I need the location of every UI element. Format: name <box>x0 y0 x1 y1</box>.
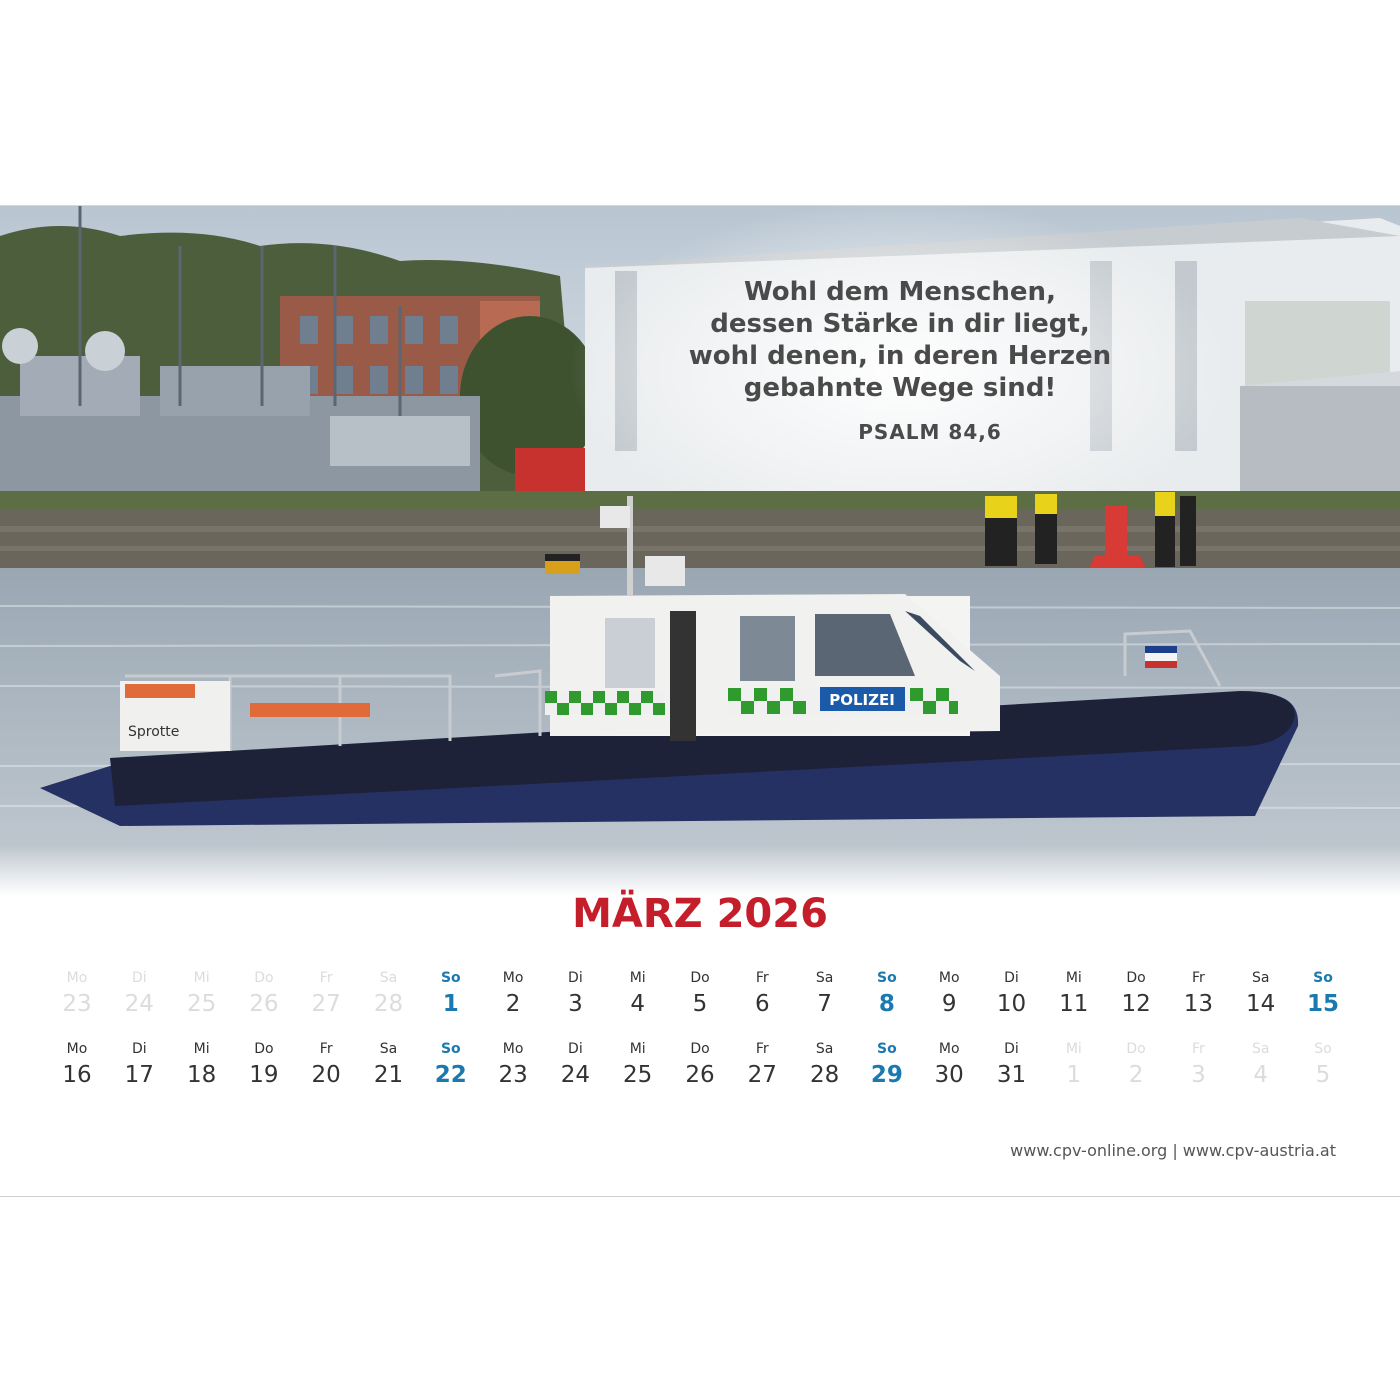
verse-line: Wohl dem Menschen, <box>744 277 1056 307</box>
weekday-label: Mi <box>629 1041 646 1057</box>
weekday-label: Fr <box>319 1041 333 1057</box>
calendar-day <box>607 1039 669 1091</box>
calendar-day <box>1230 1039 1292 1091</box>
calendar-day <box>1167 1039 1229 1091</box>
weekday-label: Sa <box>379 1041 398 1057</box>
day-number: 13 <box>1183 991 1214 1017</box>
calendar-day <box>108 1039 170 1091</box>
weekday-label: Do <box>690 970 710 986</box>
day-number: 23 <box>62 991 92 1017</box>
day-number: 17 <box>124 1062 154 1088</box>
weekday-label: Di <box>131 970 147 986</box>
day-number: 7 <box>817 991 832 1017</box>
day-number: 4 <box>1253 1062 1268 1088</box>
calendar-day <box>856 1039 918 1091</box>
day-number: 3 <box>568 991 583 1017</box>
weekday-label: Di <box>1004 970 1019 986</box>
day-number: 5 <box>692 991 708 1017</box>
verse-line: gebahnte Wege sind! <box>743 373 1057 403</box>
weekday-label: So <box>1314 1041 1332 1057</box>
weekday-label: Mo <box>938 1041 960 1057</box>
calendar-day <box>482 1039 544 1091</box>
calendar-day <box>108 968 170 1020</box>
calendar-day <box>233 1039 295 1091</box>
day-number: 26 <box>249 991 279 1017</box>
calendar-day <box>46 1039 108 1091</box>
calendar-day <box>1043 968 1105 1020</box>
boat-name-label: Sprotte <box>128 724 180 740</box>
day-number: 28 <box>373 991 404 1017</box>
calendar-day <box>669 1039 731 1091</box>
weekday-label: Mi <box>193 1041 210 1057</box>
day-number: 28 <box>809 1062 840 1088</box>
calendar-day <box>731 1039 793 1091</box>
weekday-label: Fr <box>755 970 769 986</box>
day-number: 15 <box>1306 991 1339 1017</box>
weekday-label: Mo <box>502 970 524 986</box>
day-number: 6 <box>754 991 770 1017</box>
calendar-day <box>1105 968 1167 1020</box>
weekday-label: Mo <box>938 970 960 986</box>
calendar-day <box>794 1039 856 1091</box>
weekday-label: Do <box>254 1041 274 1057</box>
calendar-day <box>420 1039 482 1091</box>
calendar-day <box>981 968 1043 1020</box>
day-number: 27 <box>747 1062 777 1088</box>
weekday-label: So <box>440 970 461 986</box>
weekday-label: Do <box>1126 1041 1146 1057</box>
weekday-label: Fr <box>1191 1041 1205 1057</box>
day-number: 25 <box>186 991 217 1017</box>
calendar-day <box>295 1039 357 1091</box>
month-title: MÄRZ 2026 <box>572 891 828 937</box>
weekday-label: Mi <box>629 970 646 986</box>
calendar-day <box>731 968 793 1020</box>
day-number: 25 <box>623 1062 653 1088</box>
weekday-label: Do <box>1126 970 1146 986</box>
day-number: 20 <box>311 1062 341 1088</box>
calendar-day <box>1230 968 1292 1020</box>
weekday-label: Di <box>131 1041 147 1057</box>
day-number: 26 <box>685 1062 715 1088</box>
day-number: 29 <box>870 1062 903 1088</box>
weekday-label: Mi <box>1065 970 1082 986</box>
day-number: 12 <box>1121 991 1151 1017</box>
weekday-label: Di <box>568 970 583 986</box>
weekday-label: So <box>877 970 897 986</box>
calendar-day <box>1105 1039 1167 1091</box>
weekday-label: Do <box>690 1041 710 1057</box>
day-number: 1 <box>442 991 459 1017</box>
day-number: 31 <box>996 1062 1027 1088</box>
weekday-label: Mo <box>66 1041 88 1057</box>
calendar-day <box>1292 1039 1354 1091</box>
weekday-label: Mi <box>1065 1041 1082 1057</box>
day-number: 16 <box>62 1062 92 1088</box>
calendar-day <box>295 968 357 1020</box>
day-number: 19 <box>249 1062 279 1088</box>
day-number: 14 <box>1246 991 1276 1017</box>
verse-reference: PSALM 84,6 <box>858 420 1002 444</box>
calendar-day <box>981 1039 1043 1091</box>
calendar-day <box>358 1039 420 1091</box>
weekday-label: So <box>877 1041 897 1057</box>
day-number: 21 <box>373 1062 404 1088</box>
weekday-label: Mo <box>502 1041 524 1057</box>
day-number: 5 <box>1315 1062 1331 1088</box>
calendar-page <box>0 205 1400 1197</box>
day-number: 3 <box>1191 1062 1206 1088</box>
calendar-day <box>420 968 482 1020</box>
calendar-day <box>1167 968 1229 1020</box>
weekday-label: So <box>440 1041 461 1057</box>
calendar-day <box>233 968 295 1020</box>
calendar-day <box>1292 968 1354 1020</box>
calendar-day <box>669 968 731 1020</box>
calendar-day <box>607 968 669 1020</box>
day-number: 18 <box>186 1062 217 1088</box>
weekday-label: Sa <box>1251 970 1270 986</box>
weekday-label: Sa <box>379 970 398 986</box>
bible-verse <box>640 276 1160 448</box>
day-number: 24 <box>560 1062 591 1088</box>
day-number: 8 <box>878 991 895 1017</box>
day-number: 30 <box>934 1062 964 1088</box>
day-number: 2 <box>505 991 521 1017</box>
day-number: 9 <box>941 991 957 1017</box>
calendar-day <box>358 968 420 1020</box>
day-number: 1 <box>1066 1062 1082 1088</box>
day-number: 24 <box>124 991 154 1017</box>
weekday-label: So <box>1313 970 1333 986</box>
calendar-row-1 <box>46 968 1356 1028</box>
day-number: 4 <box>630 991 645 1017</box>
calendar-day <box>46 968 108 1020</box>
day-number: 11 <box>1059 991 1089 1017</box>
day-number: 2 <box>1128 1062 1144 1088</box>
calendar-day <box>1043 1039 1105 1091</box>
calendar-day <box>918 1039 980 1091</box>
weekday-label: Sa <box>1251 1041 1270 1057</box>
footer-websites: www.cpv-online.org | www.cpv-austria.at <box>1010 1141 1336 1160</box>
verse-line: dessen Stärke in dir liegt, <box>710 309 1090 339</box>
weekday-label: Do <box>254 970 274 986</box>
day-number: 23 <box>498 1062 528 1088</box>
weekday-label: Di <box>1004 1041 1019 1057</box>
weekday-label: Fr <box>755 1041 769 1057</box>
weekday-label: Fr <box>319 970 333 986</box>
weekday-label: Fr <box>1191 970 1205 986</box>
boat-police-label: POLIZEI <box>829 691 895 709</box>
weekday-label: Di <box>568 1041 583 1057</box>
weekday-label: Sa <box>815 970 834 986</box>
calendar-day <box>171 1039 233 1091</box>
day-number: 27 <box>311 991 341 1017</box>
weekday-label: Mo <box>66 970 88 986</box>
calendar-day <box>918 968 980 1020</box>
calendar-day <box>482 968 544 1020</box>
calendar-day <box>544 1039 606 1091</box>
weekday-label: Sa <box>815 1041 834 1057</box>
calendar-day <box>856 968 918 1020</box>
weekday-label: Mi <box>193 970 210 986</box>
calendar-day <box>544 968 606 1020</box>
day-number: 22 <box>434 1062 467 1088</box>
calendar-row-2 <box>46 1039 1356 1099</box>
photo-police-boat <box>0 206 1400 896</box>
calendar-day <box>794 968 856 1020</box>
day-number: 10 <box>996 991 1027 1017</box>
calendar-day <box>171 968 233 1020</box>
verse-line: wohl denen, in deren Herzen <box>688 341 1112 371</box>
